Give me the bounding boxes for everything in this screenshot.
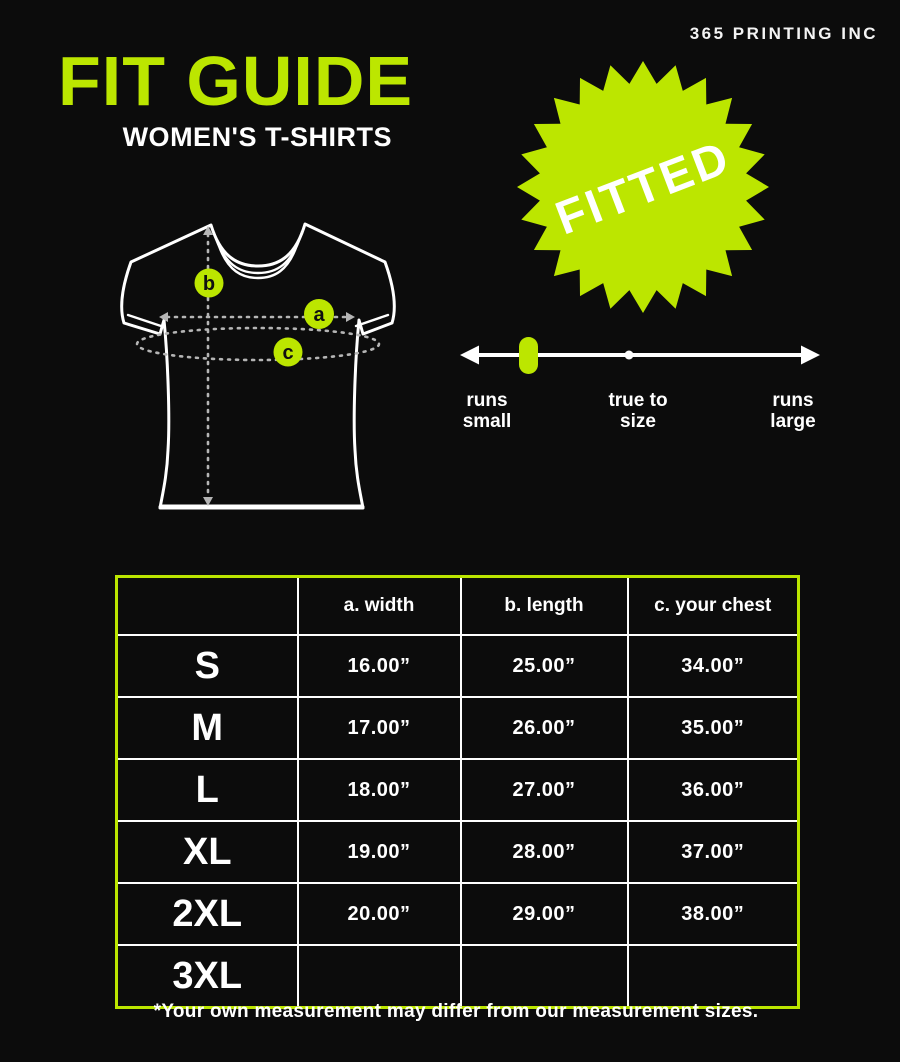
marker-a [304,299,334,329]
guide-arrowheads [159,226,355,506]
table-row-s [117,635,799,697]
marker-c-letter: c [282,342,294,364]
length-value: 27.00” [461,759,628,821]
page-title: FIT GUIDE [58,42,414,120]
size-chart [115,575,800,1009]
fitted-badge-label: FITTED [548,129,738,245]
table-row-xl [117,821,799,883]
marker-a-letter: a [313,304,325,326]
size-label: 2XL [117,883,298,945]
scale-arrow [460,346,820,365]
length-value: 25.00” [461,635,628,697]
chest-guide-ellipse [137,328,379,360]
chest-value [628,945,799,1008]
fit-scale [452,332,828,378]
size-label: S [117,635,298,697]
length-value: 29.00” [461,883,628,945]
header-corner-cell [117,577,298,636]
width-value: 20.00” [298,883,461,945]
scale-label-runs-large: runs large [770,390,816,432]
title-block [58,42,414,153]
chest-value: 38.00” [628,883,799,945]
chest-value: 37.00” [628,821,799,883]
length-value [461,945,628,1008]
width-value: 17.00” [298,697,461,759]
size-label: 3XL [117,945,298,1008]
width-value: 19.00” [298,821,461,883]
table-row-m [117,697,799,759]
header-c-chest: c. your chest [628,577,799,636]
length-value: 28.00” [461,821,628,883]
page-subtitle: WOMEN'S T-SHIRTS [122,122,392,152]
width-value [298,945,461,1008]
marker-c [274,338,303,367]
measurement-disclaimer: *Your own measurement may differ from our measurement sizes. [153,1001,759,1022]
header-a-width: a. width [298,577,461,636]
header-b-length: b. length [461,577,628,636]
chest-value: 35.00” [628,697,799,759]
size-label: M [117,697,298,759]
size-label: XL [117,821,298,883]
width-value: 18.00” [298,759,461,821]
marker-b [195,269,224,298]
length-value: 26.00” [461,697,628,759]
table-row-l [117,759,799,821]
tshirt-diagram [105,205,415,520]
scale-marker-pill [519,337,538,374]
scale-label-true-to-size: true to size [608,390,668,432]
scale-label-runs-small: runs small [462,390,512,432]
width-value: 16.00” [298,635,461,697]
fitted-badge [515,59,771,315]
table-row-2xl [117,883,799,945]
size-label: L [117,759,298,821]
size-chart-header-row [117,577,799,636]
chest-value: 36.00” [628,759,799,821]
tshirt-outline-icon [122,224,395,508]
marker-b-letter: b [202,273,216,295]
chest-value: 34.00” [628,635,799,697]
table-row-3xl [117,945,799,1008]
brand-text: 365 PRINTING INC [689,24,878,43]
scale-center-dot [625,351,634,360]
